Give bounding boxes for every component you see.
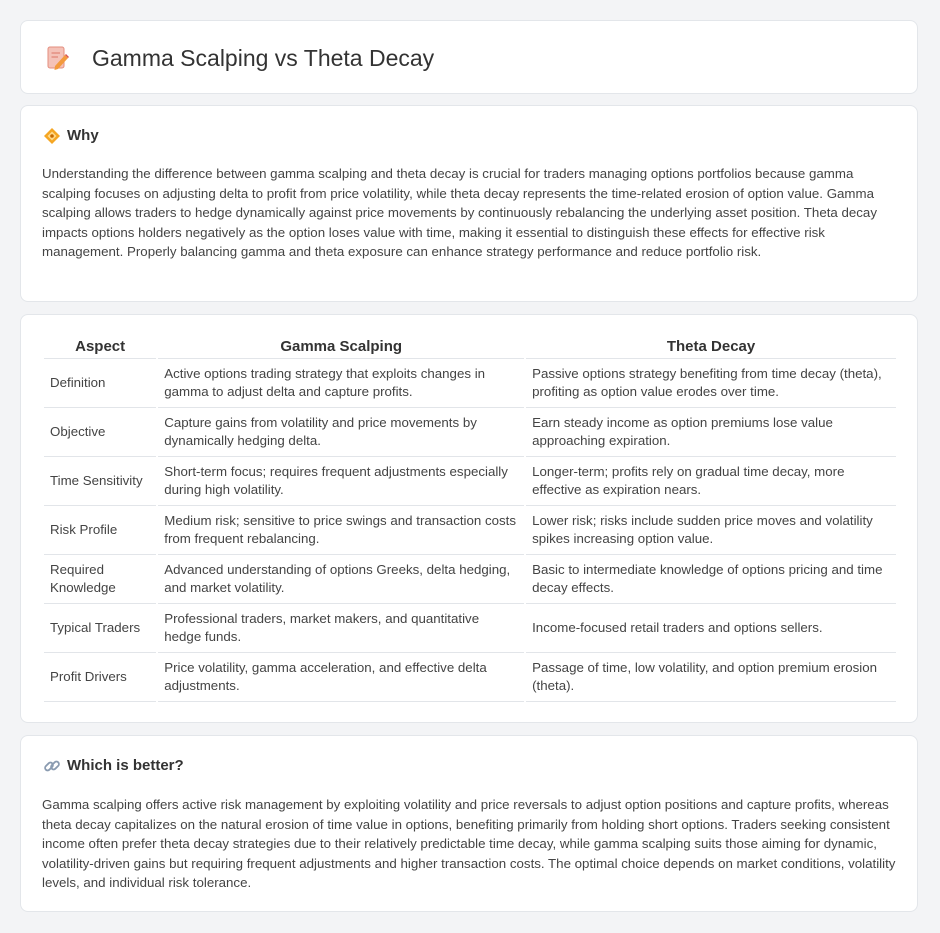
header-aspect: Aspect: [44, 335, 156, 359]
cell-aspect: Risk Profile: [44, 506, 156, 555]
better-heading: [43, 756, 184, 776]
cell-gamma: Short-term focus; requires frequent adjustments especially during high volatility.: [158, 457, 524, 506]
header-gamma-scalping: Gamma Scalping: [158, 335, 524, 359]
page-title: Gamma Scalping vs Theta Decay: [92, 45, 435, 71]
cell-theta: Earn steady income as option premiums lose value approaching expiration.: [526, 408, 896, 457]
cell-aspect: Typical Traders: [44, 604, 156, 653]
why-title: Why: [67, 127, 99, 144]
cell-theta: Lower risk; risks include sudden price moves and volatility spikes increasing option value.: [526, 506, 896, 555]
cell-aspect: Definition: [44, 359, 156, 408]
table-row: [44, 653, 896, 702]
cell-gamma: Capture gains from volatility and price movements by dynamically hedging delta.: [158, 408, 524, 457]
which-better-card: [20, 735, 918, 912]
why-heading: [43, 126, 99, 146]
comparison-table: [42, 335, 898, 702]
document-pencil-icon: [46, 44, 70, 72]
cell-aspect: Objective: [44, 408, 156, 457]
table-row: [44, 457, 896, 506]
cell-theta: Longer-term; profits rely on gradual time decay, more effective as expiration nears.: [526, 457, 896, 506]
table-row: [44, 408, 896, 457]
table-row: [44, 555, 896, 604]
cell-aspect: Required Knowledge: [44, 555, 156, 604]
cell-gamma: Professional traders, market makers, and quantitative hedge funds.: [158, 604, 524, 653]
cell-gamma: Advanced understanding of options Greeks, delta hedging, and market volatility.: [158, 555, 524, 604]
table-row: [44, 604, 896, 653]
cell-gamma: Medium risk; sensitive to price swings and transaction costs from frequent rebalancing.: [158, 506, 524, 555]
title-card: [20, 20, 918, 94]
cell-theta: Passive options strategy benefiting from time decay (theta), profiting as option value erodes over time.: [526, 359, 896, 408]
table-row: [44, 506, 896, 555]
link-icon: [43, 757, 61, 775]
why-text: Understanding the difference between gamma scalping and theta decay is crucial for traders managing options portfolios because gamma scalping focuses on adjusting delta to profit from price volatility, while theta decay represents the time-related erosion of option value. Gamma scalping allows traders to hedge dynamically against price movements by continuously rebalancing the underlying asset position. Theta decay impacts options holders negatively as the option loses value with time, making it essential to distinguish these effects for effective risk management. Properly balancing gamma and theta exposure can enhance strategy performance and reduce portfolio risk.: [42, 166, 877, 259]
table-header-row: [44, 335, 896, 359]
table-row: [44, 359, 896, 408]
cell-theta: Basic to intermediate knowledge of options pricing and time decay effects.: [526, 555, 896, 604]
cell-gamma: Active options trading strategy that exploits changes in gamma to adjust delta and capture profits.: [158, 359, 524, 408]
comparison-card: [20, 314, 918, 723]
cell-theta: Income-focused retail traders and options sellers.: [526, 604, 896, 653]
cell-gamma: Price volatility, gamma acceleration, and effective delta adjustments.: [158, 653, 524, 702]
why-card: [20, 105, 918, 302]
better-title: Which is better?: [67, 757, 184, 774]
title-row: [46, 43, 434, 73]
better-text: Gamma scalping offers active risk management by exploiting volatility and price reversals to adjust option positions and capture profits, whereas theta decay capitalizes on the natural erosion of time value in options, benefiting primarily from holding short options. Traders seeking consistent income often prefer theta decay strategies due to their relatively predictable time decay, while gamma scalping suits those aiming for dynamic, volatility-driven gains but requiring frequent adjustments and higher transaction costs. The optimal choice depends on market conditions, volatility levels, and individual risk tolerance.: [42, 797, 896, 890]
header-theta-decay: Theta Decay: [526, 335, 896, 359]
cell-aspect: Time Sensitivity: [44, 457, 156, 506]
cell-aspect: Profit Drivers: [44, 653, 156, 702]
cell-theta: Passage of time, low volatility, and option premium erosion (theta).: [526, 653, 896, 702]
diamond-icon: [43, 127, 61, 145]
